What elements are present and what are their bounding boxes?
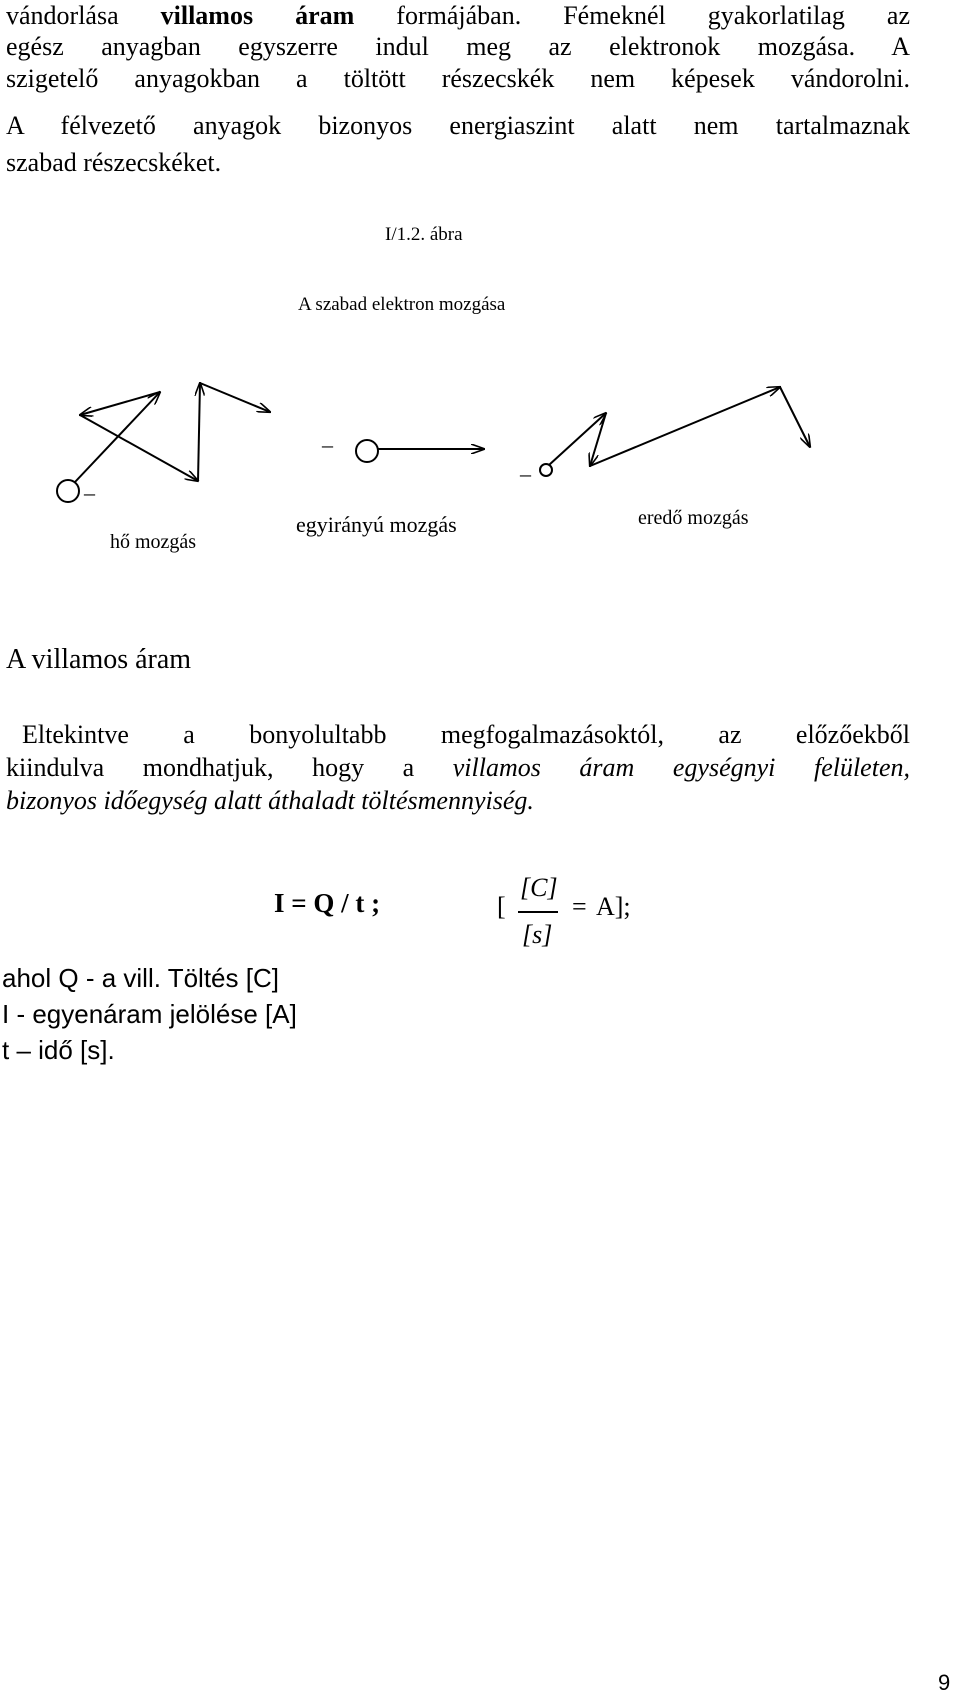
label-unidirectional-motion: egyirányú mozgás	[296, 512, 457, 537]
definition-q: ahol Q - a vill. Töltés [C]	[2, 963, 279, 993]
unit-denominator: [s]	[522, 920, 553, 949]
paragraph-line-2: kiindulva mondhatjuk, hogy a villamos áram egységnyi felületen,	[6, 753, 910, 782]
fraction-line	[518, 911, 558, 913]
definition-italic: villamos áram egységnyi felületen,	[452, 753, 910, 782]
figure-title: A szabad elektron mozgása	[298, 294, 506, 315]
label-thermal-motion: hő mozgás	[110, 531, 197, 553]
resultant-motion-path	[540, 387, 810, 476]
electron-circle	[540, 464, 552, 476]
unidirectional-motion-path	[356, 440, 484, 462]
electron-circle	[356, 440, 378, 462]
unit-open-bracket: [	[497, 892, 506, 921]
label-resultant-motion: eredő mozgás	[638, 507, 749, 529]
definitions-list	[2, 960, 297, 1068]
page-number: 9	[938, 1670, 951, 1695]
electron-motion-diagram	[0, 360, 960, 520]
paragraph-line-3: bizonyos időegység alatt áthaladt töltésmennyiség.	[6, 786, 534, 815]
intro-line-3: szigetelő anyagokban a töltött részecskék nem képesek vándorolni.	[6, 64, 910, 93]
electron-circle	[57, 480, 79, 502]
definition-t: t – idő [s].	[2, 1035, 115, 1065]
current-formula: I = Q / t ;	[274, 888, 381, 918]
electron-minus-sign: –	[84, 480, 95, 505]
bold-term: villamos áram	[160, 1, 355, 30]
intro-line-4: A félvezető anyagok bizonyos energiaszint alatt nem tartalmaznak	[6, 111, 910, 140]
electron-minus-sign: –	[322, 432, 333, 457]
intro-line-2: egész anyagban egyszerre indul meg az elektronok mozgása. A	[6, 32, 910, 61]
definition-i: I - egyenáram jelölése [A]	[2, 999, 297, 1029]
unit-numerator: [C]	[520, 873, 558, 902]
section-title: A villamos áram	[6, 644, 192, 675]
figure-number: I/1.2. ábra	[385, 224, 463, 245]
paragraph-line-1: Eltekintve a bonyolultabb megfogalmazásoktól, az előzőekből	[22, 720, 910, 749]
unit-equals: =	[572, 892, 587, 921]
unit-result: A];	[596, 892, 631, 921]
intro-line-1: vándorlása villamos áram formájában. Fémeknél gyakorlatilag az	[6, 1, 910, 30]
electron-minus-sign: –	[520, 461, 531, 486]
intro-line-5: szabad részecskéket.	[6, 148, 222, 177]
